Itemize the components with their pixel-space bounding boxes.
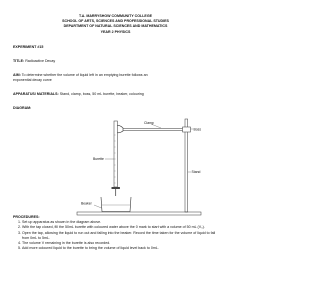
aim-text-line2: exponential decay curve	[13, 78, 52, 82]
procedure-step: 5. Add more coloured liquid to the burette to bring the volume of liquid level back to 0mL.	[22, 246, 219, 251]
aim-label: AIM:	[13, 73, 21, 77]
apparatus-text: Stand, clamp, boss, 50 mL burette, beaker, colouring	[59, 92, 144, 96]
procedure-step: 1. Set up apparatus as shown in the diagram above.	[22, 220, 219, 225]
procedure-list	[13, 220, 219, 251]
procedure-step: 2. With the tap closed, fill the 50mL burette with coloured water above the 0 mark to start with a volume of 50 mL (V₀).	[22, 225, 219, 230]
department-name: DEPARTMENT OF NATURAL SCIENCES AND MATHEMATICS	[63, 24, 168, 29]
title-section	[13, 59, 55, 64]
college-name: T.A. MARRYSHOW COMMUNITY COLLEGE	[78, 14, 153, 18]
beaker-label: Beaker	[81, 201, 92, 206]
procedures-heading: PROCEDURES:	[13, 215, 40, 219]
aim-text-line1: To determine whether the volume of liquid left in an emptying burette follows an	[21, 73, 148, 77]
apparatus-label: APPARATUS/ MATERIALS:	[13, 92, 59, 96]
title-text: Radioactive Decay	[25, 59, 56, 63]
stand-rod	[185, 119, 188, 212]
clamp-label: Clamp	[144, 121, 154, 125]
school-name: SCHOOL OF ARTS, SCIENCES AND PROFESSIONAL STUDIES	[62, 19, 169, 24]
diagram-heading: DIAGRAM:	[13, 106, 32, 110]
document-header	[0, 14, 231, 35]
procedure-step: 4. The volume V remaining in the burette is also recorded.	[22, 241, 219, 246]
procedures-section	[13, 215, 219, 251]
title-label: TITLE:	[13, 59, 25, 63]
procedure-step: 3. Open the tap, allowing the liquid to run out and falling into the beaker. Record the time taken for the volume of liquid to fall from 0mL to 5mL.	[22, 231, 219, 241]
stand-label: Stand	[191, 170, 201, 175]
experiment-number: EXPERIMENT #15	[13, 45, 44, 49]
course-year: YEAR 2 PHYSICS	[100, 29, 131, 34]
burette-label: Burette	[93, 157, 104, 162]
burette-tap	[112, 187, 120, 189]
boss-label: Boss	[193, 127, 202, 132]
apparatus-diagram	[75, 117, 203, 217]
apparatus-section	[13, 92, 144, 97]
beaker	[101, 197, 131, 212]
boss-block	[183, 127, 191, 132]
